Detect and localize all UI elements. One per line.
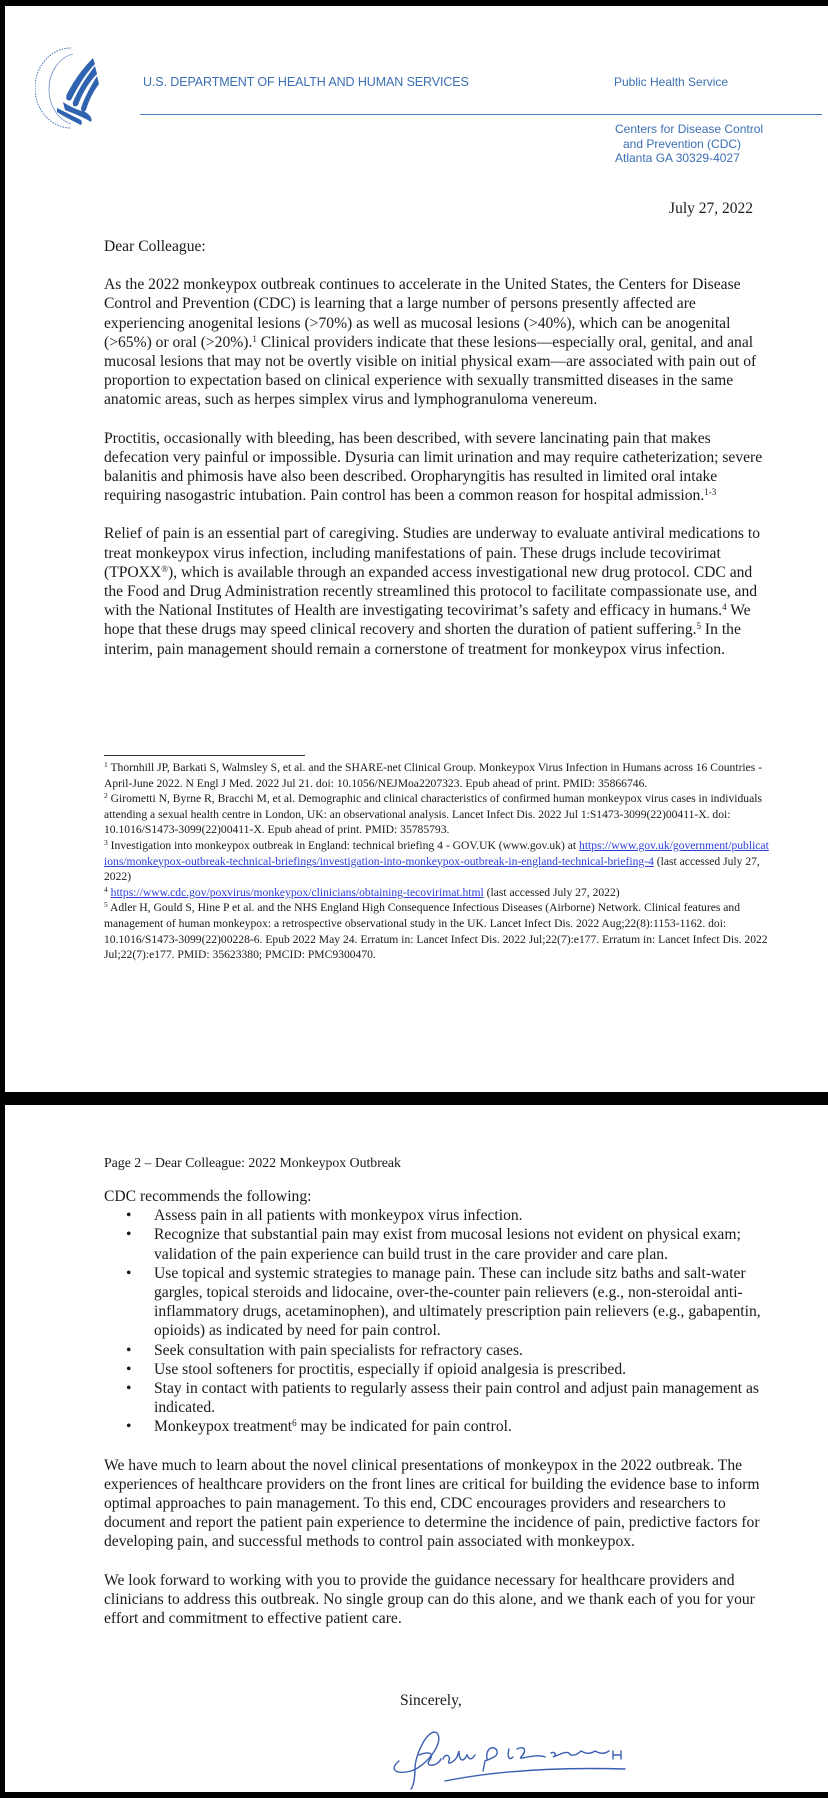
paragraph-1: As the 2022 monkeypox outbreak continues to accelerate in the United States, the Centers for Disease Control and Prevention (CDC) is learning that a large number of persons presently affected are experiencing anogenital lesions (>70%) as well as mucosal lesions (>40%), which can be anogenital (>65%) or oral (>20%).$^1$ Clinical providers indicate that these lesions—especially oral, genital, and anal mucosal lesions that may not be overtly visible on initial physical exam—are associated with pain out of proportion to expectation based on clinical experience with sexually transmitted diseases in the same anatomic areas, such as herpes simplex virus and lymphogranuloma venereum. (104, 276, 757, 409)
recommendation-item: • Use stool softeners for proctitis, especially if opioid analgesia is prescribed. (154, 1360, 764, 1379)
recommendation-item: • Recognize that substantial pain may exist from mucosal lesions not evident on physical exam; validation of the pain experience can build trust in the care provider and care plan. (154, 1225, 764, 1263)
header-divider (140, 114, 822, 115)
page2-body (104, 1187, 764, 1647)
agency-line: Atlanta GA 30329-4027 (615, 151, 740, 165)
cdc-tecovirimat-link[interactable]: https://www.cdc.gov/poxvirus/monkeypox/clinicians/obtaining-tecovirimat.html (110, 885, 484, 899)
recommendations-intro: CDC recommends the following: (104, 1188, 312, 1205)
letter-body (104, 237, 764, 678)
closing: Sincerely, (400, 1692, 462, 1709)
recommendations-list (104, 1206, 764, 1436)
paragraph-learn: We have much to learn about the novel clinical presentations of monkeypox in the 2022 outbreak. The experiences of healthcare providers on the front lines are critical for building the evidence base to inform optimal approaches to pain management. To this end, CDC encourages providers and researchers to document and report the patient pain experience to determine the incidence of pain, predictive factors for developing pain, and successful methods to control pain associated with monkeypox. (104, 1456, 760, 1551)
footnote-1: $^1$ Thornhill JP, Barkati S, Walmsley S, et al. and the SHARE-net Clinical Group. Monkeypox Virus Infection in Humans across 16 Countries - April-June 2022. N Engl J Med. 2022 Jul 21. doi: 10.1056/NEJMoa2207323. Epub ahead of print. PMID: 35866746. (104, 760, 763, 790)
recommendation-item: • Monkeypox treatment$^6$ may be indicated for pain control. (154, 1417, 764, 1436)
paragraph-closing: We look forward to working with you to provide the guidance necessary for healthcare providers and clinicians to address this outbreak. No single group can do this alone, and we thank each of you for your effort and commitment to effective patient care. (104, 1571, 755, 1628)
footnote-3: $^3$ Investigation into monkeypox outbreak in England: technical briefing 4 - GOV.UK (www.gov.uk) at https://www.gov.uk/government/publications/monkeypox-outbreak-technical-briefings/investigation-into-monkeypox-outbreak-in-england-technical-briefing-4 (last accessed July 27, 2022) (104, 837, 769, 884)
footnote-4: $^4$ https://www.cdc.gov/poxvirus/monkeypox/clinicians/obtaining-tecovirimat.html (last accessed July 27, 2022) (104, 884, 620, 899)
agency-line: Centers for Disease Control (615, 122, 764, 136)
letter-page-2 (5, 1105, 828, 1792)
hhs-seal-icon (35, 44, 105, 137)
gov-uk-briefing-link[interactable]: https://www.gov.uk/government/publications/monkeypox-outbreak-technical-briefings/investigation-into-monkeypox-outbreak-in-england-technical-briefing-4 (104, 838, 769, 868)
letter-page-1 (5, 6, 828, 1092)
salutation: Dear Colleague: (104, 238, 206, 255)
recommendation-item: • Seek consultation with pain specialists for refractory cases. (154, 1341, 764, 1360)
recommendation-item: • Stay in contact with patients to regularly assess their pain control and adjust pain management as indicated. (154, 1379, 764, 1417)
recommendation-item: • Assess pain in all patients with monkeypox virus infection. (154, 1206, 764, 1225)
footnote-rule (104, 755, 305, 756)
agency-address (615, 122, 763, 166)
paragraph-3: Relief of pain is an essential part of caregiving. Studies are underway to evaluate antiviral medications to treat monkeypox virus infection, including manifestations of pain. These drugs include tecovirimat (TPOXX®), which is available through an expanded access investigational new drug protocol. CDC and the Food and Drug Administration recently streamlined this protocol to facilitate compassionate use, and with the National Institutes of Health are investigating tecovirimat’s safety and efficacy in humans.$^4$ We hope that these drugs may speed clinical recovery and shorten the duration of patient suffering.$^5$ In the interim, pain management should remain a cornerstone of treatment for monkeypox virus infection. (104, 525, 761, 658)
agency-line: and Prevention (CDC) (623, 136, 742, 151)
letter-date: July 27, 2022 (669, 200, 753, 217)
footnotes (104, 760, 772, 963)
recommendation-item: • Use topical and systemic strategies to manage pain. These can include sitz baths and salt-water gargles, topical steroids and lidocaine, over-the-counter pain relievers (e.g., non-steroidal anti-inflammatory drugs, acetaminophen), and ultimately prescription pain relievers (e.g., gabapentin, opioids) as indicated by need for pain control. (154, 1264, 764, 1341)
paragraph-2: Proctitis, occasionally with bleeding, has been described, with severe lancinating pain that makes defecation very painful or impossible. Dysuria can limit urination and may require catheterization; severe balanitis and phimosis have also been described. Oropharyngitis has resulted in limited oral intake requiring nasogastric intubation. Pain control has been a common reason for hospital admission.$^{1-3}$ (104, 429, 763, 505)
footnote-5: $^5$ Adler H, Gould S, Hine P et al. and the NHS England High Consequence Infectious Diseases (Airborne) Network. Clinical features and management of human monkeypox: a retrospective observational study in the UK. Lancet Infect Dis. 2022 Aug;22(8):1153-1162. doi: 10.1016/S1473-3099(22)00228-6. Epub 2022 May 24. Erratum in: Lancet Infect Dis. 2022 Jul;22(7):e177. Erratum in: Lancet Infect Dis. 2022 Jul;22(7):e177. PMID: 35623380; PMCID: PMC9300470. (104, 900, 768, 962)
running-head: Page 2 – Dear Colleague: 2022 Monkeypox Outbreak (104, 1155, 401, 1170)
public-health-service: Public Health Service (614, 75, 729, 89)
department-name: U.S. DEPARTMENT OF HEALTH AND HUMAN SERVICES (143, 75, 469, 89)
handwritten-signature-icon (385, 1723, 685, 1798)
footnote-2: $^2$ Girometti N, Byrne R, Bracchi M, et al. Demographic and clinical characteristics of confirmed human monkeypox virus cases in individuals attending a sexual health centre in London, UK: an observational analysis. Lancet Infect Dis. 2022 Jul 1:S1473-3099(22)00411-X. doi: 10.1016/S1473-3099(22)00411-X. Epub ahead of print. PMID: 35785793. (104, 791, 762, 837)
